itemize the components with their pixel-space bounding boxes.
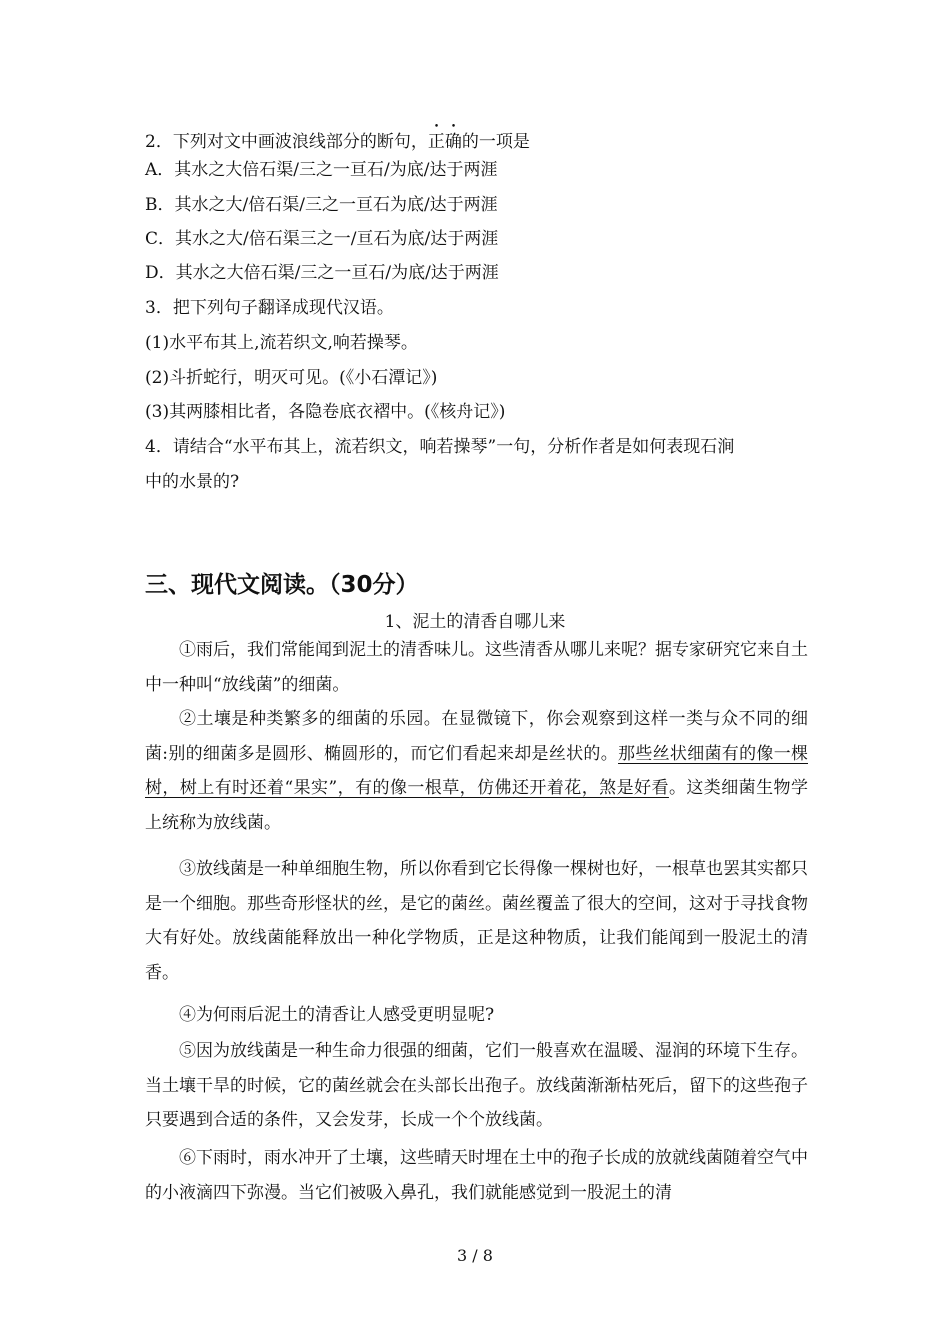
page-number: 3 / 8 [457,1246,493,1265]
section-heading: 三、现代文阅读。（30分） [145,572,419,598]
option-c: C．其水之大/倍石渠三之一/亘石为底/达于两涯 [145,229,499,249]
paragraph-6: ⑥下雨时，雨水冲开了土壤，这些晴天时埋在土中的孢子长成的放就线菌随着空气中的小液滴四下弥漫。当它们被吸入鼻孔，我们就能感觉到一股泥土的清 [145,1148,808,1203]
question-3-title: 3．把下列句子翻译成现代汉语。 [145,298,394,318]
option-d: D．其水之大倍石渠/三之一亘石/为底/达于两涯 [145,263,499,283]
question-4-line-1: 4．请结合“水平布其上，流若织文，响若操琴”一句，分析作者是如何表现石涧 [145,437,735,457]
article-title: 1、泥土的清香自哪儿来 [384,612,566,632]
question-4-line-2: 中的水景的? [145,472,240,492]
paragraph-2: ②土壤是种类繁多的细菌的乐园。在显微镜下，你会观察到这样一类与众不同的细菌:别的细菌多是圆形、椭圆形的，而它们看起来却是丝状的。那些丝状细菌有的像一棵树，树上有时还着“果实”，有的像一根草，仿佛还开着花，煞是好看。这类细菌生物学上统称为放线菌。 [145,709,808,833]
paragraph-4: ④为何雨后泥土的清香让人感受更明显呢? [179,1005,495,1025]
question-3-item-1: (1)水平布其上,流若织文,响若操琴。 [145,333,418,353]
emphasis-dots: 正确 [427,132,462,152]
option-a: A．其水之大倍石渠/三之一亘石/为底/达于两涯 [145,160,498,180]
question-3-item-3: (3)其两膝相比者，各隐卷底衣褶中。(《核舟记》) [145,402,506,422]
question-3-item-2: (2)斗折蛇行，明灭可见。(《小石潭记》) [145,368,438,388]
underlined-sentence: 那些丝状细菌有的像一棵树，树上有时还着“果实”，有的像一根草，仿佛还开着花，煞是好看 [145,743,808,799]
paragraph-3: ③放线菌是一种单细胞生物，所以你看到它长得像一棵树也好，一根草也罢其实都只是一个细胞。那些奇形怪状的丝，是它的菌丝。菌丝覆盖了很大的空间，这对于寻找食物大有好处。放线菌能释放出一种化学物质，正是这种物质，让我们能闻到一股泥土的清香。 [145,859,808,983]
question-2-stem: 2．下列对文中画波浪线部分的断句，正确的一项是 [145,132,530,152]
paragraph-1: ①雨后，我们常能闻到泥土的清香味儿。这些清香从哪儿来呢？据专家研究它来自土中一种叫“放线菌”的细菌。 [145,640,808,695]
option-b: B．其水之大/倍石渠/三之一亘石为底/达于两涯 [145,195,498,215]
paragraph-5: ⑤因为放线菌是一种生命力很强的细菌，它们一般喜欢在温暖、湿润的环境下生存。当土壤干旱的时候，它的菌丝就会在头部长出孢子。放线菌渐渐枯死后，留下的这些孢子只要遇到合适的条件，又会发芽，长成一个个放线菌。 [145,1041,808,1131]
